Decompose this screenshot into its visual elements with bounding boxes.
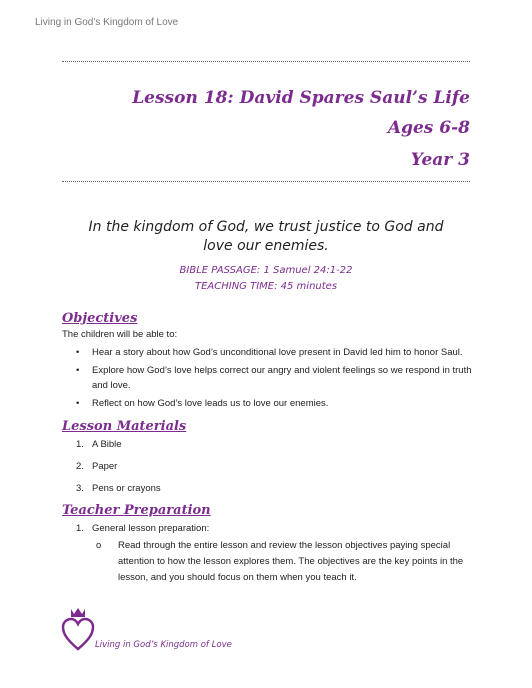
preparation-sub-item: o Read through the entire lesson and review the lesson objectives paying special attention to how the lesson explores them. The objectives are the key points in the lesson, and you should focus on them when you teach it. <box>96 540 464 583</box>
objectives-heading: Objectives <box>62 311 138 326</box>
list-item: 2. Paper <box>76 461 118 472</box>
running-header: Living in God’s Kingdom of Love <box>35 17 179 28</box>
lesson-title: Lesson 18: David Spares Saul’s Life <box>132 88 470 108</box>
bullet-icon: • <box>76 347 80 358</box>
list-item: 1. A Bible <box>76 439 122 450</box>
list-item: 3. Pens or crayons <box>76 483 161 494</box>
bible-passage: BIBLE PASSAGE: 1 Samuel 24:1-22 <box>179 265 353 276</box>
year-label: Year 3 <box>410 150 470 170</box>
bullet-icon: • <box>76 365 80 376</box>
materials-list <box>62 437 161 503</box>
divider-top <box>62 61 470 62</box>
bullet-icon: • <box>76 398 80 409</box>
list-item: • Explore how God’s love helps correct our angry and violent feelings so we respond in truth and love. <box>76 365 472 391</box>
materials-heading: Lesson Materials <box>62 419 187 434</box>
circle-bullet-icon: o <box>96 540 102 551</box>
objectives-intro: The children will be able to: <box>62 329 178 340</box>
list-item: • Hear a story about how God’s unconditional love present in David led him to honor Saul. <box>76 347 463 358</box>
ages-label: Ages 6-8 <box>387 118 470 138</box>
teaching-time: TEACHING TIME: 45 minutes <box>194 281 338 292</box>
list-item: 1. General lesson preparation: <box>76 523 210 534</box>
objectives-list <box>62 345 482 414</box>
list-item: • Reflect on how God’s love leads us to love our enemies. <box>76 398 329 409</box>
divider-bottom <box>62 181 470 182</box>
footer-text: Living in God’s Kingdom of Love <box>95 640 232 650</box>
lesson-theme <box>0 218 532 256</box>
theme-line-2: love our enemies. <box>203 238 329 254</box>
crown-heart-icon <box>60 605 96 653</box>
theme-line-1: In the kingdom of God, we trust justice to God and <box>88 219 444 235</box>
preparation-heading: Teacher Preparation <box>62 503 211 518</box>
